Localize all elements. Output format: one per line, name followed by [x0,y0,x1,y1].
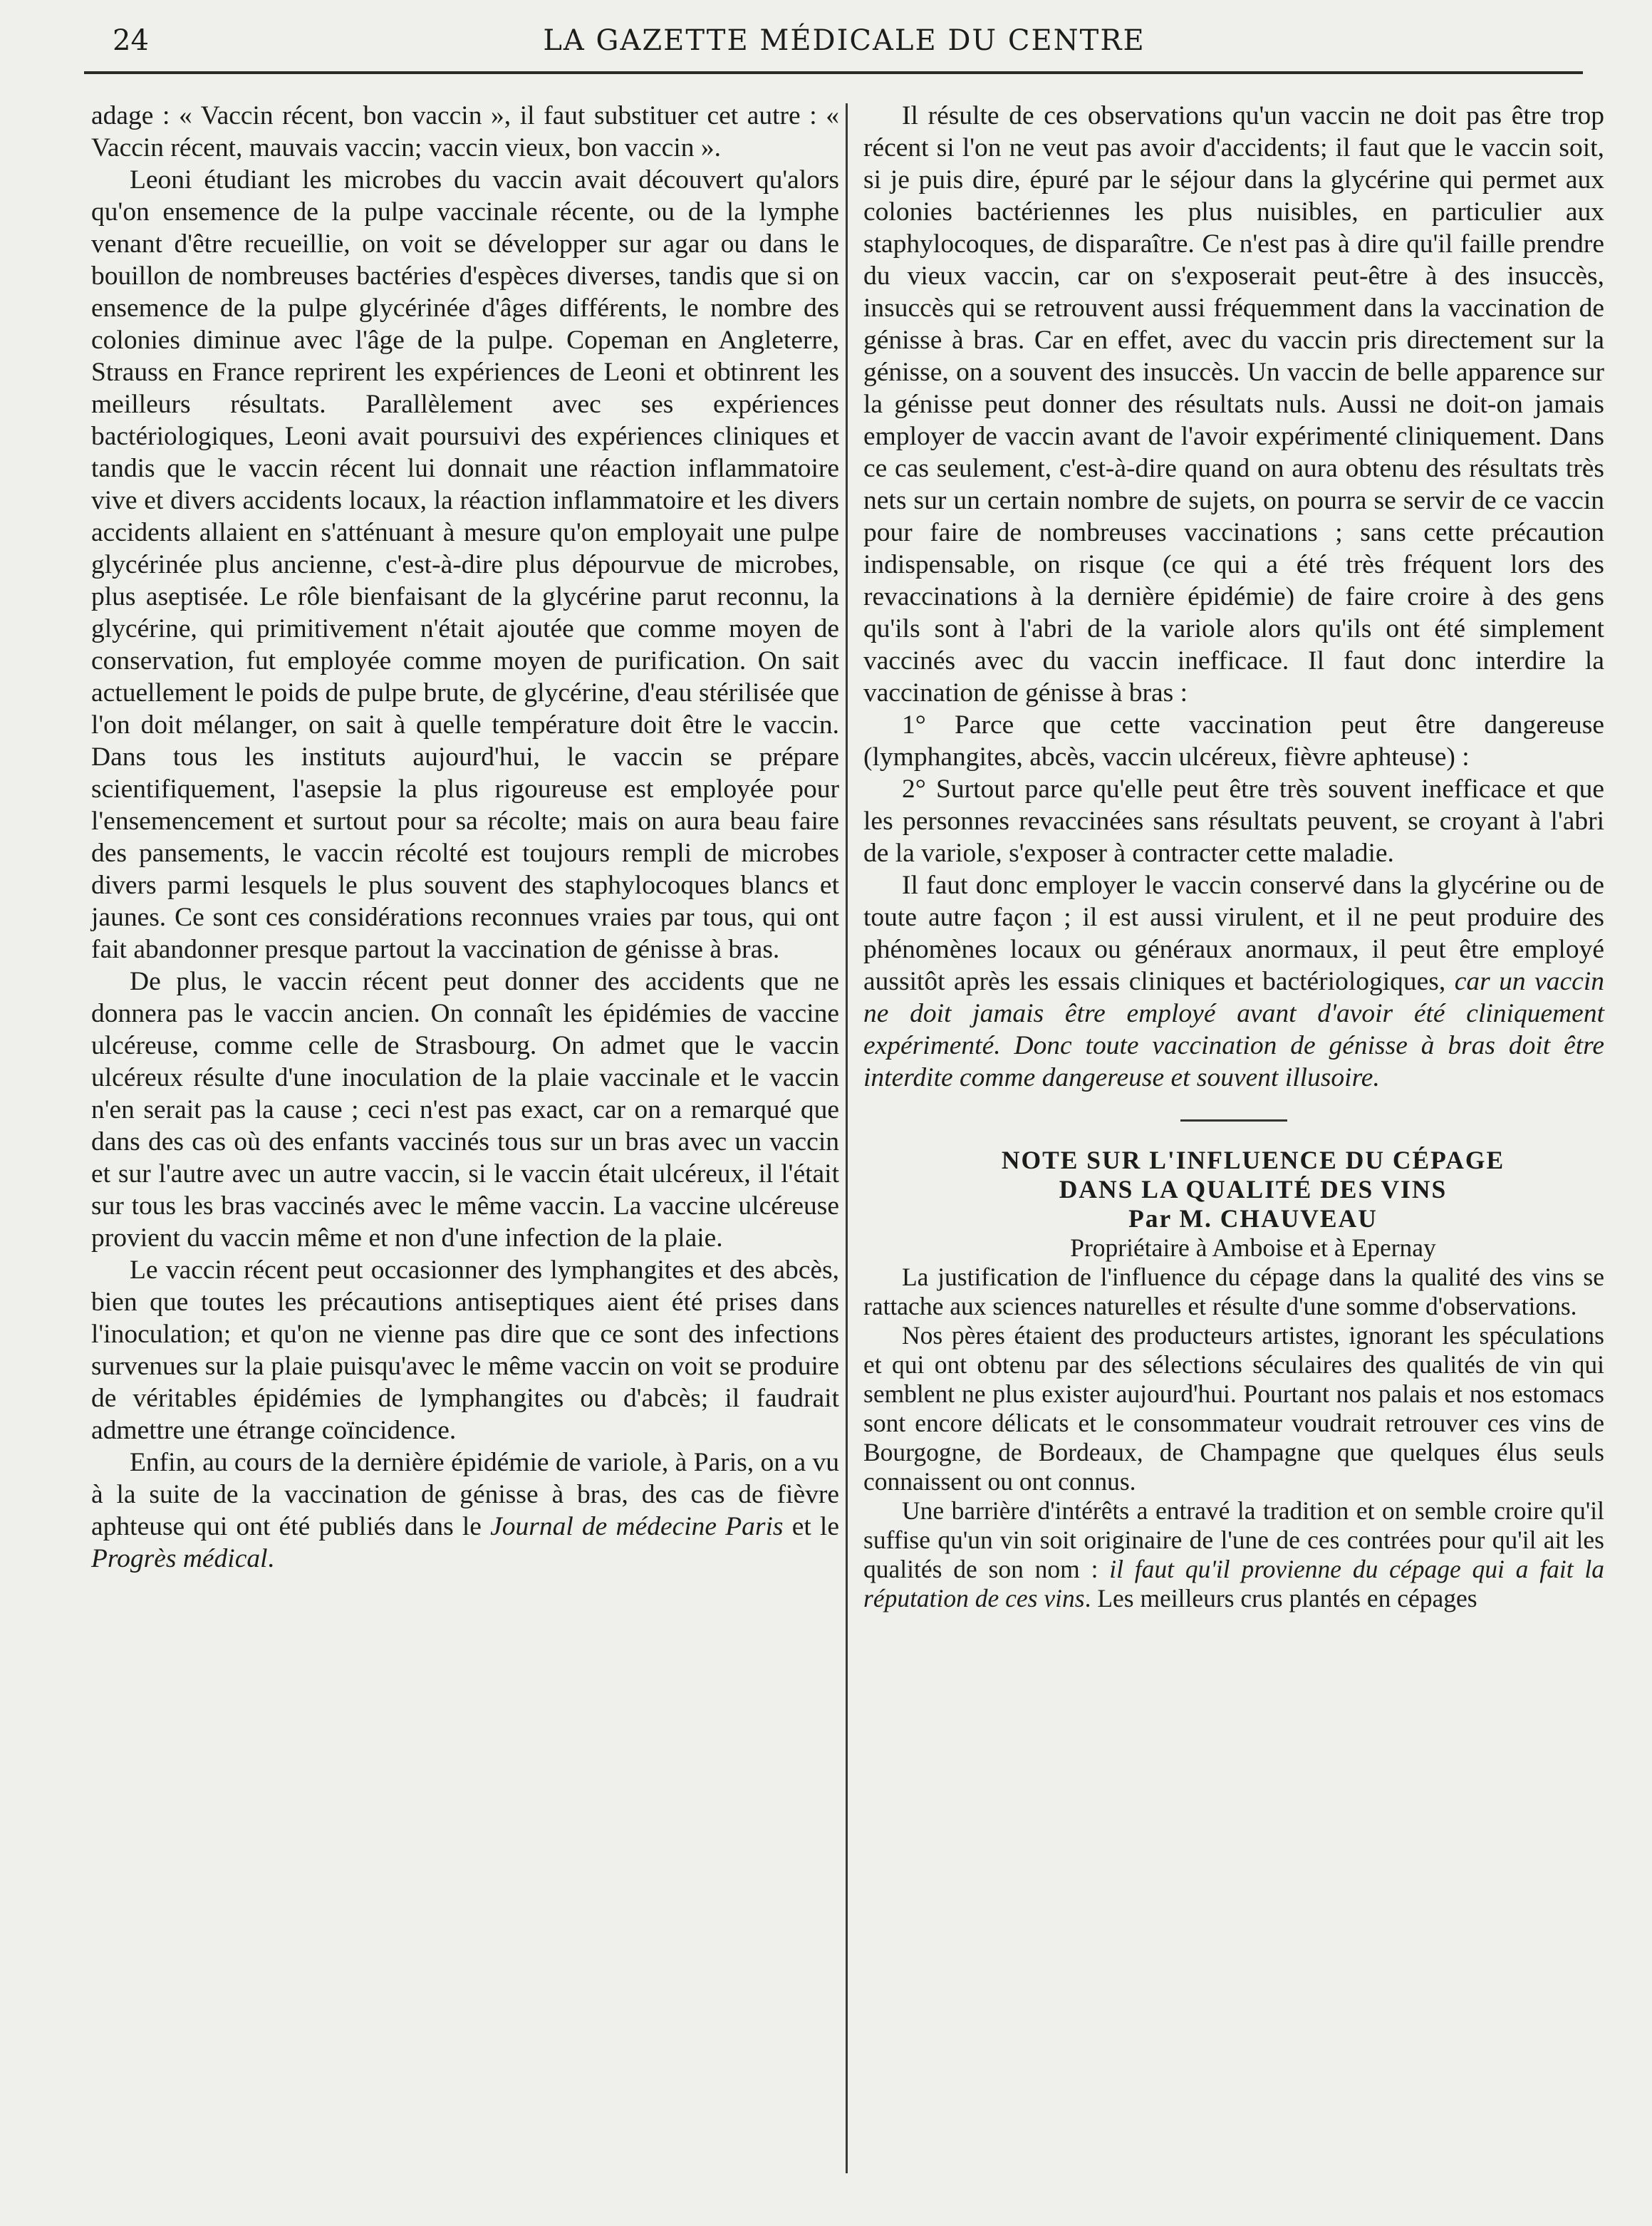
article-author: Par M. CHAUVEAU [1128,1204,1378,1233]
column-divider [846,103,848,2173]
journal-title: LA GAZETTE MÉDICALE DU CENTRE [543,24,1146,57]
journal-reference: Progrès médical [91,1544,268,1573]
emphasis-text: car un vaccin ne doit jamais être employé avant d'avoir été cliniquement expérimenté. Donc toute vaccination de génisse à bras doit être interdite comme dangereuse et souvent illusoire. [863,967,1604,1092]
paragraph: Nos pères étaient des producteurs artistes, ignorant les spéculations et qui ont obtenu par des sélections séculaires des qualités de vin qui semblent ne plus exister aujourd'hui. Pourtant nos palais et nos estomacs sont encore délicats et le consommateur voudrait retrouver ces vins de Bourgogne, de Bordeaux, de Champagne que quelques élus seuls connaissent ou ont connus. [863,1321,1604,1496]
article-title-line: DANS LA QUALITÉ DES VINS [1059,1175,1448,1203]
page-number: 24 [113,24,149,57]
paragraph-text: . Les meilleurs crus plantés en cépages [1084,1584,1477,1612]
paragraph: La justification de l'influence du cépage dans la qualité des vins se rattache aux sciences naturelles et résulte d'une somme d'observations. [863,1263,1604,1320]
paragraph: Le vaccin récent peut occasionner des lymphangites et des abcès, bien que toutes les précautions antiseptiques aient été prises dans l'inoculation; et qu'on ne vienne pas dire que ce sont des infections survenues sur la plaie puisqu'avec le même vaccin on voit se produire de véritables épidémies de lymphangites ou d'abcès; il faudrait admettre une étrange coïncidence. [91,1256,839,1445]
journal-reference: Journal de médecine Paris [490,1512,784,1541]
paragraph-text: Une barrière d'intérêts a entravé la tradition et on semble croire qu'il suffise qu'un vin soit originaire de l'une de ces contrées pour qu'il ait les qualités de son nom : [863,1496,1604,1583]
paragraph [91,1446,839,1575]
section-separator [1180,1119,1287,1122]
left-column [91,100,839,1575]
paragraph [863,1496,1604,1613]
paragraph-text: Enfin, au cours de la dernière épidémie de variole, à Paris, on a vu à la suite de la vaccination de génisse à bras, des cas de fièvre aphteuse qui ont été publiés dans le [91,1448,839,1541]
paragraph: Il résulte de ces observations qu'un vaccin ne doit pas être trop récent si l'on ne veut pas avoir d'accidents; il faut que le vaccin soit, si je puis dire, épuré par le séjour dans la glycérine qui permet aux colonies bactériennes les plus nuisibles, en particulier aux staphylocoques, de disparaître. Ce n'est pas à dire qu'il faille prendre du vieux vaccin, car on s'exposerait peut-être à des insuccès, insuccès qui se retrouvent aussi fréquemment dans la vaccination de génisse à bras. Car en effet, avec du vaccin pris directement sur la génisse, on a souvent des insuccès. Un vaccin de belle apparence sur la génisse peut donner des résultats nuls. Aussi ne doit-on jamais employer de vaccin avant de l'avoir expérimenté cliniquement. Dans ce cas seulement, c'est-à-dire quand on aura obtenu des résultats très nets sur un certain nombre de sujets, on pourra se servir de ce vaccin pour faire de nombreuses vaccinations ; sans cette précaution indispensable, on risque (ce qui a été très fréquent lors des revaccinations à la dernière épidémie) de faire croire à des gens qu'ils sont à l'abri de la variole alors qu'ils ont été simplement vaccinés avec du vaccin inefficace. Il faut donc interdire la vaccination de génisse à bras : [863,101,1604,708]
right-column [863,100,1604,1613]
paragraph-text: . [267,1544,274,1573]
list-item: 1° Parce que cette vaccination peut être dangereuse (lymphangites, abcès, vaccin ulcéreux, fièvre aphteuse) : [863,710,1604,772]
paragraph: De plus, le vaccin récent peut donner des accidents que ne donnera pas le vaccin ancien. On connaît les épidémies de vaccine ulcéreuse, comme celle de Strasbourg. On admet que le vaccin ulcéreux résulte d'une inoculation de la plaie vaccinale et le vaccin n'en serait pas la cause ; ceci n'est pas exact, car on a remarqué que dans des cas où des enfants vaccinés tous sur un bras avec un vaccin et sur l'autre avec un autre vaccin, si le vaccin était ulcéreux, il l'était sur tous les bras vaccinés avec le même vaccin. La vaccine ulcéreuse provient du vaccin même et non d'une infection de la plaie. [91,967,839,1253]
page-header [107,20,1581,63]
list-item: 2° Surtout parce qu'elle peut être très souvent inefficace et que les personnes revaccinées sans résultats peuvent, se croyant à l'abri de la variole, s'exposer à contracter cette maladie. [863,775,1604,868]
emphasis-text: il faut qu'il provienne du cépage qui a fait la réputation de ces vins [863,1555,1604,1612]
paragraph [863,869,1604,1094]
paragraph: Leoni étudiant les microbes du vaccin avait découvert qu'alors qu'on ensemence de la pulpe vaccinale récente, ou de la lymphe venant d'être recueillie, on voit se développer sur agar ou dans le bouillon de nombreuses bactéries d'espèces diverses, tandis que si on ensemence de la pulpe glycérinée d'âges différents, le nombre des colonies diminue avec l'âge de la pulpe. Copeman en Angleterre, Strauss en France reprirent les expériences de Leoni et obtinrent les meilleurs résultats. Parallèlement avec ses expériences bactériologiques, Leoni avait poursuivi des expériences cliniques et tandis que le vaccin récent lui donnait une réaction inflammatoire vive et divers accidents locaux, la réaction inflammatoire et les divers accidents allaient en s'atténuant à mesure qu'on employait une pulpe glycérinée plus ancienne, c'est-à-dire plus dépourvue de microbes, plus aseptisée. Le rôle bienfaisant de la glycérine parut reconnu, la glycérine, qui primitivement n'était ajoutée que comme moyen de conservation, fut employée comme moyen de purification. On sait actuellement le poids de pulpe brute, de glycérine, d'eau stérilisée que l'on doit mélanger, on sait à quelle température doit être le vaccin. Dans tous les instituts aujourd'hui, le vaccin se prépare scientifiquement, l'asepsie la plus rigoureuse est employée pour l'ensemencement et surtout pour sa récolte; mais on aura beau faire des pansements, le vaccin récolté est toujours rempli de microbes divers parmi lesquels le plus souvent des staphylocoques blancs et jaunes. Ce sont ces considérations reconnues vraies par tous, qui ont fait abandonner presque partout la vaccination de génisse à bras. [91,165,839,964]
header-rule [84,71,1583,74]
author-affiliation: Propriétaire à Amboise et à Epernay [1070,1233,1436,1262]
article-title-line: NOTE SUR L'INFLUENCE DU CÉPAGE [1001,1146,1505,1174]
paragraph-text: et le [783,1512,839,1541]
paragraph-text: Il faut donc employer le vaccin conservé dans la glycérine ou de toute autre façon ; il est aussi virulent, et il ne peut produire des phénomènes locaux ou généraux anormaux, il peut être employé aussitôt après les essais cliniques et bactériologiques, [863,871,1604,996]
paragraph: adage : « Vaccin récent, bon vaccin », il faut substituer cet autre : « Vaccin récent, mauvais vaccin; vaccin vieux, bon vaccin ». [91,101,839,162]
article [863,1146,1604,1613]
